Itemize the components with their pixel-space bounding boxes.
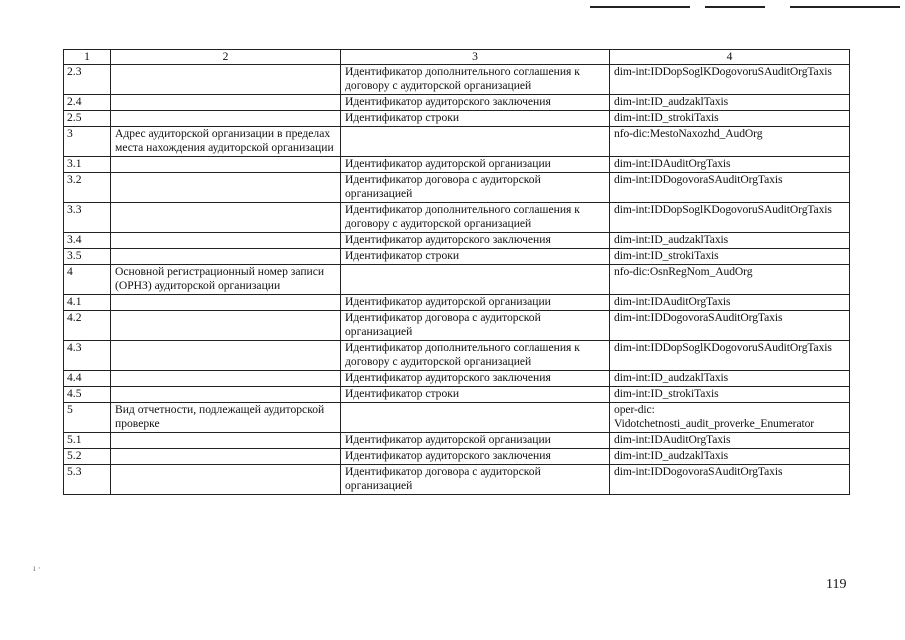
row-description-cell: Идентификатор аудиторского заключения (341, 95, 610, 111)
table-row (64, 157, 850, 173)
row-code-cell: dim-int:ID_audzaklTaxis (610, 449, 850, 465)
scan-edge-line (790, 6, 900, 8)
row-code-cell: dim-int:IDDopSoglKDogovoruSAuditOrgTaxis (610, 65, 850, 95)
row-code-cell: dim-int:IDAuditOrgTaxis (610, 433, 850, 449)
row-description-cell: Идентификатор строки (341, 111, 610, 127)
row-number-cell: 5.2 (64, 449, 111, 465)
table-row (64, 465, 850, 495)
table-row (64, 449, 850, 465)
table-row (64, 387, 850, 403)
table-row (64, 433, 850, 449)
row-code-cell: dim-int:ID_audzaklTaxis (610, 95, 850, 111)
table-row (64, 295, 850, 311)
row-name-cell: Адрес аудиторской организации в пределах места нахождения аудиторской организации (111, 127, 341, 157)
row-number-cell: 3.4 (64, 233, 111, 249)
row-code-cell: dim-int:ID_strokiTaxis (610, 387, 850, 403)
row-code-cell: dim-int:IDAuditOrgTaxis (610, 295, 850, 311)
row-number-cell: 4.3 (64, 341, 111, 371)
row-description-cell (341, 127, 610, 157)
header-cell-4: 4 (610, 50, 850, 65)
row-name-cell (111, 203, 341, 233)
row-name-cell (111, 465, 341, 495)
table-row (64, 371, 850, 387)
row-number-cell: 4.1 (64, 295, 111, 311)
row-code-cell: nfo-dic:OsnRegNom_AudOrg (610, 265, 850, 295)
table-row (64, 173, 850, 203)
row-number-cell: 4.2 (64, 311, 111, 341)
row-description-cell: Идентификатор договора с аудиторской организацией (341, 311, 610, 341)
row-number-cell: 2.4 (64, 95, 111, 111)
row-code-cell: dim-int:IDDopSoglKDogovoruSAuditOrgTaxis (610, 203, 850, 233)
row-description-cell: Идентификатор аудиторской организации (341, 295, 610, 311)
row-description-cell: Идентификатор аудиторского заключения (341, 449, 610, 465)
row-name-cell (111, 95, 341, 111)
table-row (64, 111, 850, 127)
row-name-cell: Основной регистрационный номер записи (ОРНЗ) аудиторской организации (111, 265, 341, 295)
row-name-cell (111, 341, 341, 371)
row-code-cell: dim-int:IDDogovoraSAuditOrgTaxis (610, 311, 850, 341)
row-code-cell: nfo-dic:MestoNaxozhd_AudOrg (610, 127, 850, 157)
row-name-cell (111, 249, 341, 265)
scan-artifact: ı · (33, 563, 41, 573)
row-number-cell: 4 (64, 265, 111, 295)
row-name-cell (111, 387, 341, 403)
header-cell-3: 3 (341, 50, 610, 65)
table-header-row (64, 50, 850, 65)
row-code-cell: dim-int:ID_strokiTaxis (610, 111, 850, 127)
header-cell-2: 2 (111, 50, 341, 65)
row-number-cell: 3.5 (64, 249, 111, 265)
table-row (64, 265, 850, 295)
table-row (64, 65, 850, 95)
row-number-cell: 4.4 (64, 371, 111, 387)
row-code-cell: dim-int:ID_strokiTaxis (610, 249, 850, 265)
row-code-cell: dim-int:ID_audzaklTaxis (610, 371, 850, 387)
row-description-cell: Идентификатор аудиторской организации (341, 157, 610, 173)
scan-edge-line (590, 6, 690, 8)
row-description-cell: Идентификатор аудиторского заключения (341, 371, 610, 387)
row-number-cell: 2.5 (64, 111, 111, 127)
scan-edge-line (705, 6, 765, 8)
row-number-cell: 3 (64, 127, 111, 157)
row-code-cell: dim-int:IDAuditOrgTaxis (610, 157, 850, 173)
row-description-cell: Идентификатор договора с аудиторской организацией (341, 465, 610, 495)
row-number-cell: 3.2 (64, 173, 111, 203)
table-row (64, 249, 850, 265)
row-description-cell: Идентификатор аудиторской организации (341, 433, 610, 449)
table-row (64, 95, 850, 111)
row-name-cell (111, 371, 341, 387)
document-table (63, 49, 850, 495)
table-row (64, 203, 850, 233)
row-description-cell: Идентификатор строки (341, 387, 610, 403)
table-row (64, 341, 850, 371)
row-code-cell: dim-int:ID_audzaklTaxis (610, 233, 850, 249)
row-number-cell: 2.3 (64, 65, 111, 95)
row-number-cell: 3.1 (64, 157, 111, 173)
row-number-cell: 3.3 (64, 203, 111, 233)
row-code-cell: dim-int:IDDogovoraSAuditOrgTaxis (610, 173, 850, 203)
row-number-cell: 5 (64, 403, 111, 433)
table-row (64, 311, 850, 341)
row-name-cell (111, 295, 341, 311)
row-name-cell (111, 433, 341, 449)
row-description-cell: Идентификатор аудиторского заключения (341, 233, 610, 249)
row-name-cell (111, 233, 341, 249)
row-description-cell: Идентификатор дополнительного соглашения к договору с аудиторской организацией (341, 65, 610, 95)
row-name-cell (111, 173, 341, 203)
row-description-cell: Идентификатор строки (341, 249, 610, 265)
table-row (64, 127, 850, 157)
row-description-cell: Идентификатор дополнительного соглашения к договору с аудиторской организацией (341, 341, 610, 371)
row-name-cell (111, 311, 341, 341)
row-number-cell: 5.3 (64, 465, 111, 495)
row-name-cell (111, 449, 341, 465)
row-description-cell (341, 265, 610, 295)
row-name-cell (111, 65, 341, 95)
row-name-cell: Вид отчетности, подлежащей аудиторской проверке (111, 403, 341, 433)
table-row (64, 403, 850, 433)
row-number-cell: 5.1 (64, 433, 111, 449)
row-name-cell (111, 157, 341, 173)
row-description-cell (341, 403, 610, 433)
row-description-cell: Идентификатор дополнительного соглашения к договору с аудиторской организацией (341, 203, 610, 233)
row-code-cell: dim-int:IDDogovoraSAuditOrgTaxis (610, 465, 850, 495)
row-name-cell (111, 111, 341, 127)
row-code-cell: oper-dic: Vidotchetnosti_audit_proverke_Enumerator (610, 403, 850, 433)
row-description-cell: Идентификатор договора с аудиторской организацией (341, 173, 610, 203)
table-row (64, 233, 850, 249)
row-code-cell: dim-int:IDDopSoglKDogovoruSAuditOrgTaxis (610, 341, 850, 371)
header-cell-1: 1 (64, 50, 111, 65)
page-number: 119 (826, 577, 847, 592)
row-number-cell: 4.5 (64, 387, 111, 403)
